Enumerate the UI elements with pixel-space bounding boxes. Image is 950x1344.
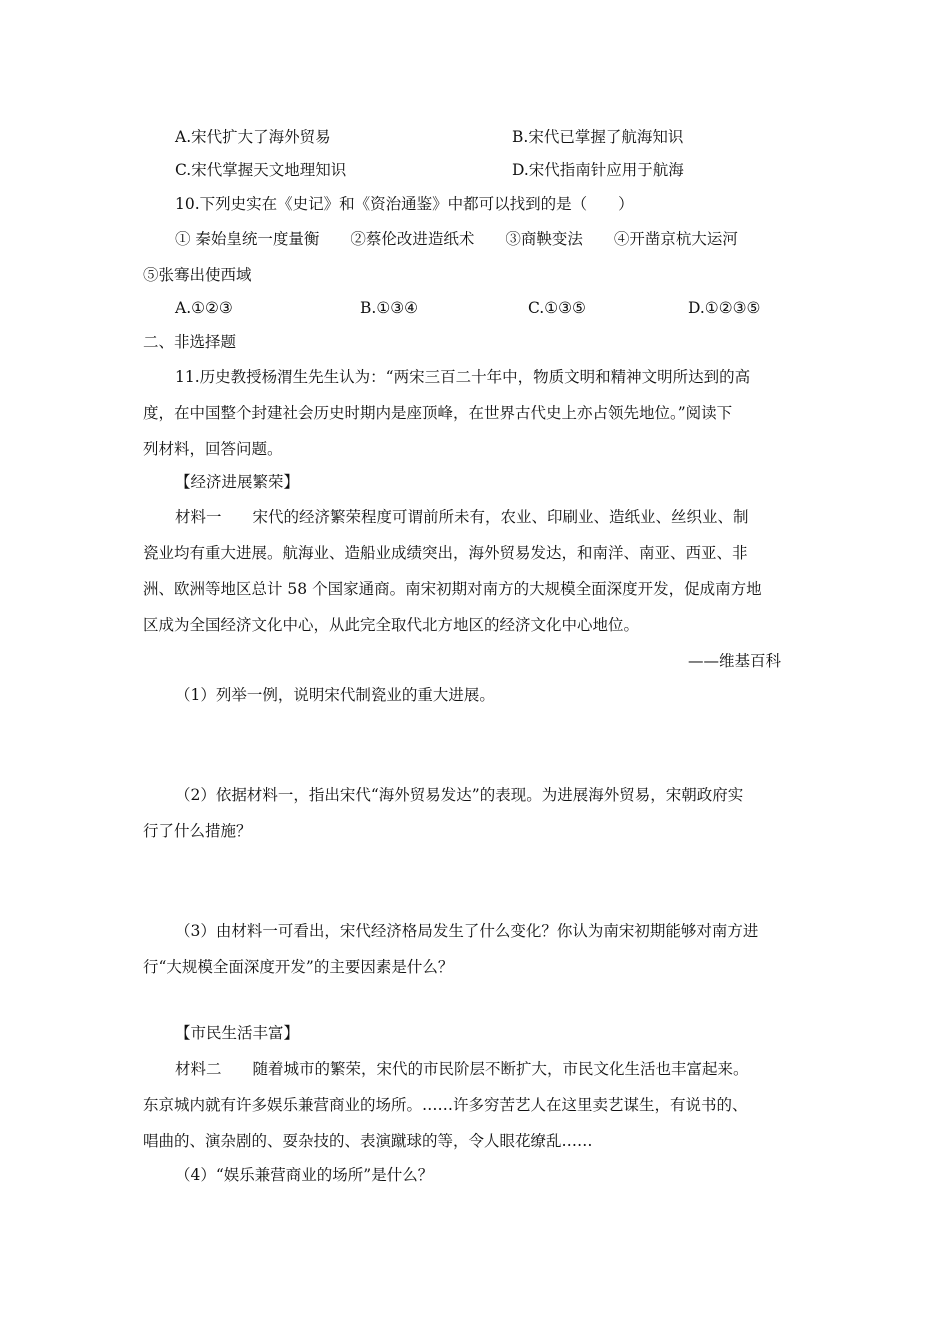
material2-line1: 材料二 随着城市的繁荣，宋代的市民阶层不断扩大，市民文化生活也丰富起来。 bbox=[175, 1060, 749, 1078]
q10-option-c: C.①③⑤ bbox=[528, 299, 586, 317]
heading-citizen-life: 【市民生活丰富】 bbox=[175, 1024, 300, 1042]
sub-question-4: （4）“娱乐兼营商业的场所”是什么？ bbox=[175, 1166, 434, 1184]
material1-line1: 材料一 宋代的经济繁荣程度可谓前所未有，农业、印刷业、造纸业、丝织业、制 bbox=[175, 508, 749, 526]
q10-stem: 10.下列史实在《史记》和《资治通鉴》中都可以找到的是（ ） bbox=[175, 195, 634, 213]
material2-line2: 东京城内就有许多娱乐兼营商业的场所。……许多穷苦艺人在这里卖艺谋生，有说书的、 bbox=[143, 1096, 748, 1114]
q10-option-d: D.①②③⑤ bbox=[688, 299, 761, 317]
q11-intro-line3: 列材料，回答问题。 bbox=[143, 440, 283, 458]
q10-option-a: A.①②③ bbox=[175, 299, 233, 317]
q10-items-line2: ⑤张骞出使西域 bbox=[143, 266, 252, 284]
material1-line2: 瓷业均有重大进展。航海业、造船业成绩突出，海外贸易发达，和南洋、南亚、西亚、非 bbox=[143, 544, 748, 562]
material1-source: ——维基百科 bbox=[688, 652, 782, 670]
sub-question-2-line1: （2）依据材料一，指出宋代“海外贸易发达”的表现。为进展海外贸易，宋朝政府实 bbox=[175, 786, 744, 804]
sub-question-3-line2: 行“大规模全面深度开发”的主要因素是什么？ bbox=[143, 958, 454, 976]
material1-line3: 洲、欧洲等地区总计 58 个国家通商。南宋初期对南方的大规模全面深度开发，促成南方地 bbox=[143, 580, 762, 598]
q9-option-b: B.宋代已掌握了航海知识 bbox=[512, 128, 684, 146]
q9-option-a: A.宋代扩大了海外贸易 bbox=[175, 128, 331, 146]
q10-option-b: B.①③④ bbox=[360, 299, 419, 317]
q9-option-d: D.宋代指南针应用于航海 bbox=[512, 161, 684, 179]
heading-economy: 【经济进展繁荣】 bbox=[175, 473, 300, 491]
q11-intro-line1: 11.历史教授杨渭生先生认为：“两宋三百二十年中，物质文明和精神文明所达到的高 bbox=[175, 368, 751, 386]
q11-intro-line2: 度，在中国整个封建社会历史时期内是座顶峰，在世界古代史上亦占领先地位。”阅读下 bbox=[143, 404, 733, 422]
sub-question-1: （1）列举一例，说明宋代制瓷业的重大进展。 bbox=[175, 686, 495, 704]
q9-option-c: C.宋代掌握天文地理知识 bbox=[175, 161, 347, 179]
sub-question-3-line1: （3）由材料一可看出，宋代经济格局发生了什么变化？你认为南宋初期能够对南方进 bbox=[175, 922, 759, 940]
material1-line4: 区成为全国经济文化中心，从此完全取代北方地区的经济文化中心地位。 bbox=[143, 616, 640, 634]
material2-line3: 唱曲的、演杂剧的、耍杂技的、表演蹴球的等，令人眼花缭乱…… bbox=[143, 1132, 593, 1150]
sub-question-2-line2: 行了什么措施？ bbox=[143, 822, 252, 840]
q10-items-line1: ① 秦始皇统一度量衡 ②蔡伦改进造纸术 ③商鞅变法 ④开凿京杭大运河 bbox=[175, 230, 738, 248]
section-title: 二、非选择题 bbox=[143, 333, 237, 351]
